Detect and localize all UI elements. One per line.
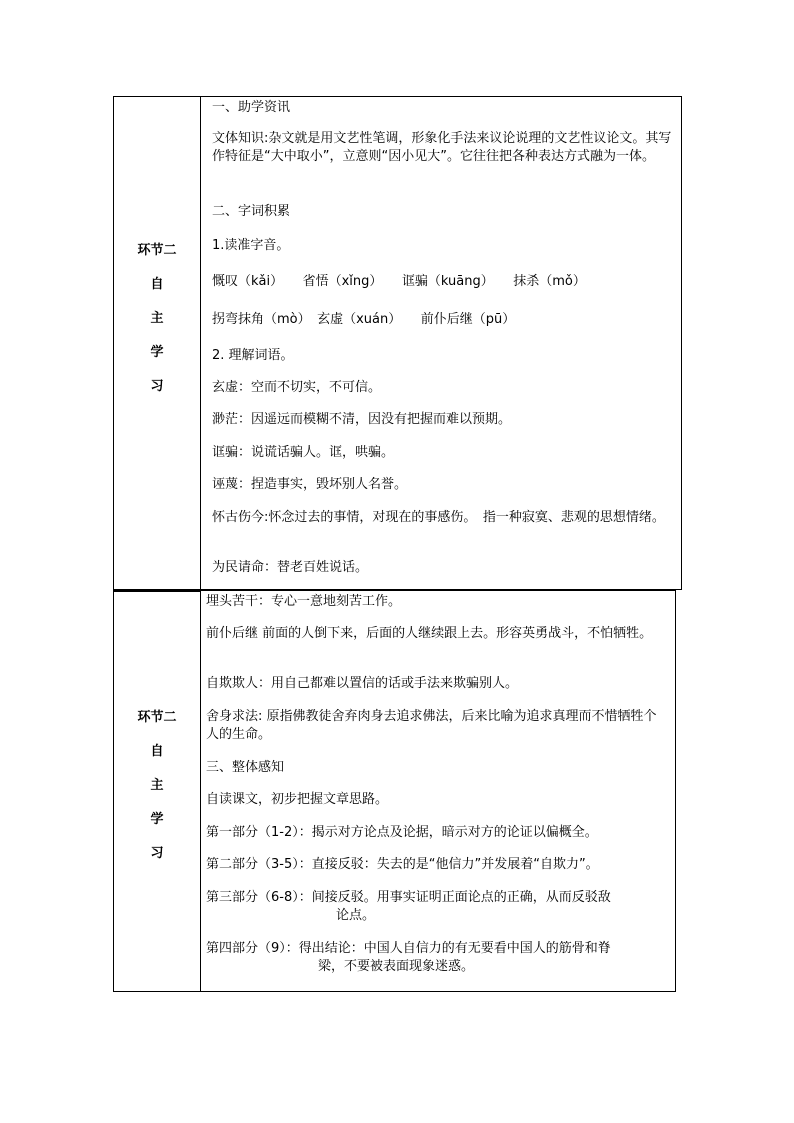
paragraph: 慨叹（kǎi） 省悟（xǐng） 诓骗（kuāng） 抹杀（mǒ） [212, 274, 586, 289]
section-heading: 三、整体感知 [206, 760, 285, 775]
stage-line: 学 [150, 345, 164, 360]
stage-line: 习 [150, 379, 164, 394]
paragraph: 2. 理解词语。 [212, 348, 294, 363]
stage-column [114, 97, 201, 589]
paragraph: 第四部分（9）：得出结论：中国人自信力的有无要看中国人的筋骨和脊 [206, 941, 611, 956]
paragraph: 自读课文，初步把握文章思路。 [206, 792, 389, 807]
section-heading: 二、字词积累 [212, 204, 291, 219]
paragraph: 文体知识:杂文就是用文艺性笔调，形象化手法来议论说理的文艺性议论文。其写作特征是“大中取小”，立意则“因小见大”。它往往把各种表达方式融为一体。 [212, 131, 672, 164]
section-heading: 一、助学资讯 [212, 100, 291, 115]
stage-line: 学 [150, 812, 164, 827]
stage-line: 主 [150, 778, 164, 793]
stage-line: 主 [150, 311, 164, 326]
paragraph: 诬蔑：捏造事实，毁坏别人名誉。 [212, 477, 408, 492]
stage-line: 环节二 [137, 710, 177, 725]
paragraph: 舍身求法: 原指佛教徒舍弃肉身去追求佛法，后来比喻为追求真理而不惜牺牲个人的生命。 [206, 709, 657, 742]
stage-line: 自 [150, 744, 164, 759]
paragraph-continuation: 论点。 [336, 908, 376, 923]
paragraph: 自欺欺人：用自己都难以置信的话或手法来欺骗别人。 [206, 676, 519, 691]
paragraph: 第一部分（1-2）：揭示对方论点及论据，暗示对方的论证以偏概全。 [206, 825, 598, 840]
paragraph: 埋头苦干：专心一意地刻苦工作。 [206, 594, 402, 609]
paragraph-continuation: 梁，不要被表面现象迷惑。 [318, 959, 475, 974]
paragraph: 玄虚：空而不切实，不可信。 [212, 380, 382, 395]
stage-line: 环节二 [137, 243, 177, 258]
paragraph: 第二部分（3-5）：直接反驳：失去的是“他信力”并发展着“自欺力”。 [206, 857, 599, 872]
stage-line: 自 [150, 277, 164, 292]
paragraph: 怀古伤今:怀念过去的事情，对现在的事感伤。 指一种寂寞、悲观的思想情绪。 [212, 510, 665, 525]
stage-line: 习 [150, 846, 164, 861]
table-2 [113, 590, 676, 992]
paragraph: 诓骗：说谎话骗人。诓，哄骗。 [212, 445, 395, 460]
stage-label [114, 243, 200, 413]
paragraph: 1.读准字音。 [212, 238, 290, 253]
stage-label [114, 710, 200, 880]
stage-column [114, 591, 201, 991]
paragraph: 为民请命：替老百姓说话。 [212, 560, 369, 575]
paragraph: 前仆后继 前面的人倒下来，后面的人继续跟上去。形容英勇战斗，不怕牺牲。 [206, 626, 653, 641]
paragraph: 拐弯抹角（mò） 玄虚（xuán） 前仆后继（pū） [212, 312, 516, 327]
table-1 [113, 96, 682, 590]
paragraph: 第三部分（6-8）：间接反驳。用事实证明正面论点的正确，从而反驳敌 [206, 890, 611, 905]
paragraph: 渺茫：因遥远而模糊不清，因没有把握而难以预期。 [212, 412, 512, 427]
